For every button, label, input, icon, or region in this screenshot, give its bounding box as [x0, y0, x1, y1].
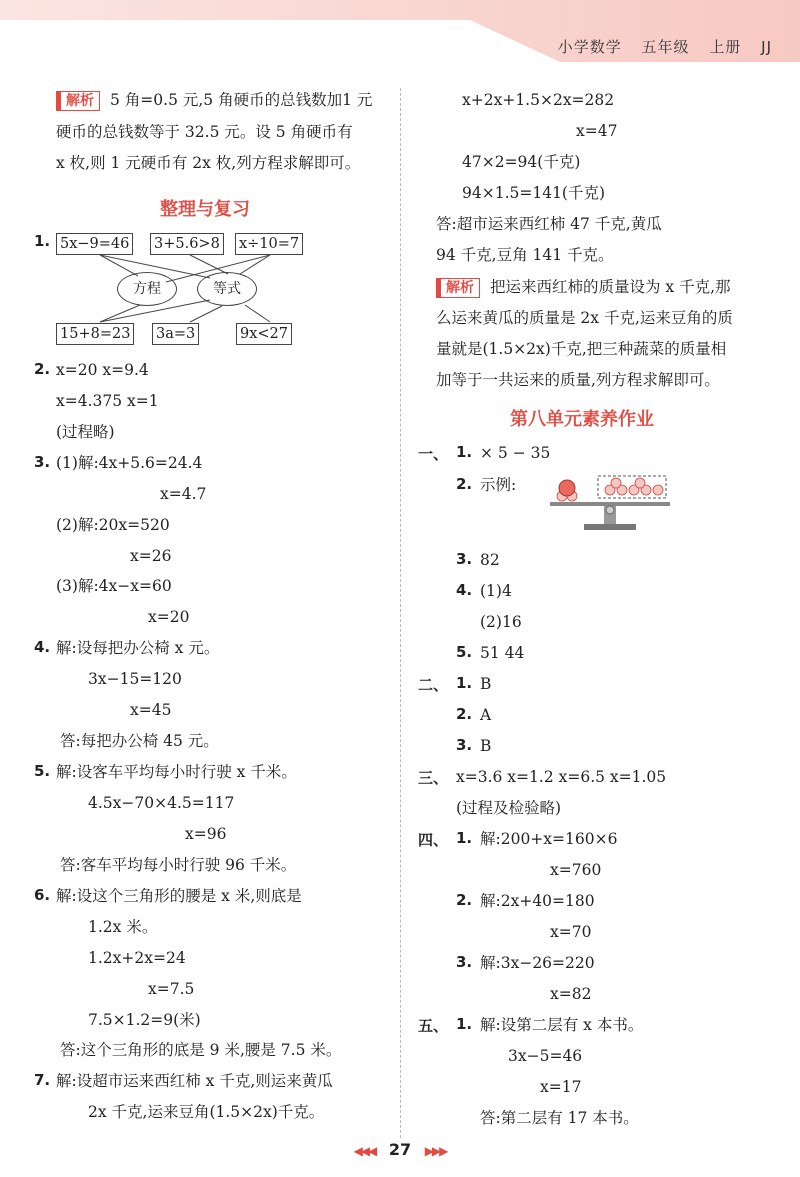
- answer-line: 答:每把办公椅 45 元。: [60, 732, 219, 750]
- answer-line: 示例:: [480, 476, 517, 494]
- header-edition: JJ: [761, 38, 772, 56]
- answer-line: 解:设第二层有 x 本书。: [480, 1016, 644, 1034]
- section-title: 整理与复习: [160, 199, 250, 220]
- question-number: 4.: [456, 581, 473, 599]
- analysis-line: 加等于一共运来的质量,列方程求解即可。: [436, 371, 720, 389]
- answer-line: 82: [480, 551, 500, 569]
- prev-arrows-icon: ◀◀◀: [353, 1144, 376, 1158]
- answer-line: x=20 x=9.4: [56, 361, 149, 379]
- answer-line: x=3.6 x=1.2 x=6.5 x=1.05: [456, 768, 667, 786]
- expression-box: x÷10=7: [235, 233, 303, 255]
- connector: [190, 306, 222, 322]
- answer-line: 解:设超市运来西红柿 x 千克,则运来黄瓜: [56, 1072, 333, 1090]
- analysis-tag: 解析: [436, 278, 480, 298]
- question-number: 2.: [456, 705, 473, 723]
- expression-box: 15+8=23: [56, 323, 134, 345]
- answer-line: x=7.5: [148, 980, 195, 998]
- answer-line: 51 44: [480, 644, 525, 662]
- answer-line: x=20: [148, 608, 190, 626]
- question-number: 5.: [34, 762, 51, 780]
- analysis-line: [436, 277, 731, 298]
- question-number: 3.: [456, 953, 473, 971]
- part-label: 三、: [418, 769, 449, 787]
- answer-line: × 5 − 35: [480, 444, 551, 462]
- answer-line: 解:设每把办公椅 x 元。: [56, 639, 220, 657]
- question-number: 1.: [34, 232, 51, 250]
- question-number: 1.: [456, 829, 473, 847]
- question-number: 2.: [456, 475, 473, 493]
- question-number: 3.: [456, 736, 473, 754]
- analysis-tag: 解析: [56, 91, 100, 111]
- question-number: 1.: [456, 443, 473, 461]
- equation-oval: 方程: [117, 272, 177, 306]
- connector: [240, 255, 270, 274]
- next-arrows-icon: ▶▶▶: [424, 1144, 447, 1158]
- answer-line: x=45: [130, 701, 172, 719]
- question-number: 6.: [34, 886, 51, 904]
- balance-scale-illustration: [540, 468, 680, 538]
- expression-box: 5x−9=46: [56, 233, 133, 255]
- header-subject: 小学数学: [557, 38, 622, 56]
- answer-line: 1.2x+2x=24: [88, 949, 186, 967]
- expression-box: 3a=3: [152, 323, 199, 345]
- part-label: 四、: [418, 831, 449, 849]
- answer-line: 解:3x−26=220: [480, 954, 595, 972]
- answer-line: A: [480, 706, 492, 724]
- part-label: 二、: [418, 676, 449, 694]
- part-label: 一、: [418, 445, 449, 463]
- section-title: 第八单元素养作业: [510, 409, 654, 430]
- answer-line: 答:超市运来西红柿 47 千克,黄瓜: [436, 215, 662, 233]
- answer-line: x=4.375 x=1: [56, 392, 159, 410]
- connector: [100, 255, 138, 276]
- answer-line: (2)解:20x=520: [56, 516, 170, 534]
- answer-line: 解:设客车平均每小时行驶 x 千米。: [56, 763, 297, 781]
- answer-line: x=70: [550, 923, 592, 941]
- analysis-line: x 枚,则 1 元硬币有 2x 枚,列方程求解即可。: [56, 154, 361, 172]
- answer-line: 94 千克,豆角 141 千克。: [436, 246, 614, 264]
- answer-line: 答:客车平均每小时行驶 96 千米。: [60, 856, 297, 874]
- answer-line: 3x−15=120: [88, 670, 182, 688]
- answer-line: 解:2x+40=180: [480, 892, 595, 910]
- answer-line: x=26: [130, 547, 172, 565]
- answer-line: B: [480, 737, 492, 755]
- answer-line: B: [480, 675, 492, 693]
- page-number: 27: [388, 1140, 412, 1159]
- connector: [100, 305, 140, 322]
- answer-line: x=96: [185, 825, 227, 843]
- answer-line: x=17: [540, 1078, 582, 1096]
- answer-line: x=4.7: [160, 485, 207, 503]
- part-label: 五、: [418, 1017, 449, 1035]
- page-footer: [0, 1140, 800, 1159]
- answer-line: x=760: [550, 861, 602, 879]
- analysis-line: 硬币的总钱数等于 32.5 元。设 5 角硬币有: [56, 123, 353, 141]
- answer-line: 2x 千克,运来豆角(1.5×2x)千克。: [88, 1103, 325, 1121]
- question-number: 4.: [34, 638, 51, 656]
- question-number: 2.: [34, 360, 51, 378]
- answer-line: 7.5×1.2=9(米): [88, 1011, 201, 1029]
- answer-line: 答:第二层有 17 本书。: [480, 1109, 639, 1127]
- answer-line: 3x−5=46: [508, 1047, 583, 1065]
- answer-line: x=47: [576, 122, 618, 140]
- answer-line: 答:这个三角形的底是 9 米,腰是 7.5 米。: [60, 1041, 342, 1059]
- question-number: 3.: [34, 453, 51, 471]
- question-number: 1.: [456, 1015, 473, 1033]
- answer-line: (2)16: [480, 613, 522, 631]
- column-divider: [400, 88, 401, 1138]
- analysis-text: 把运来西红柿的质量设为 x 千克,那: [490, 278, 731, 296]
- answer-line: 解:设这个三角形的腰是 x 米,则底是: [56, 887, 302, 905]
- answer-line: (过程略): [56, 423, 115, 441]
- equality-oval: 等式: [197, 272, 257, 306]
- connector: [245, 305, 270, 322]
- question-number: 3.: [456, 550, 473, 568]
- question-number: 1.: [456, 674, 473, 692]
- question-number: 7.: [34, 1071, 51, 1089]
- connection-lines: [0, 0, 400, 360]
- answer-line: 47×2=94(千克): [462, 153, 581, 171]
- header-volume: 上册: [709, 38, 742, 56]
- page-header: [544, 36, 772, 57]
- analysis-line: 么运来黄瓜的质量是 2x 千克,运来豆角的质: [436, 309, 733, 327]
- answer-line: x+2x+1.5×2x=282: [462, 91, 615, 109]
- analysis-text: 5 角=0.5 元,5 角硬币的总钱数加1 元: [110, 91, 373, 109]
- answer-line: 4.5x−70×4.5=117: [88, 794, 235, 812]
- answer-line: (1)解:4x+5.6=24.4: [56, 454, 203, 472]
- answer-line: 解:200+x=160×6: [480, 830, 618, 848]
- expression-box: 9x<27: [236, 323, 292, 345]
- answer-line: (3)解:4x−x=60: [56, 577, 172, 595]
- answer-line: x=82: [550, 985, 592, 1003]
- analysis-line: 量就是(1.5×2x)千克,把三种蔬菜的质量相: [436, 340, 727, 358]
- question-number: 2.: [456, 891, 473, 909]
- header-grade: 五年级: [641, 38, 690, 56]
- answer-line: 94×1.5=141(千克): [462, 184, 606, 202]
- answer-line: (过程及检验略): [456, 799, 562, 817]
- answer-line: (1)4: [480, 582, 512, 600]
- expression-box: 3+5.6>8: [150, 233, 224, 255]
- question-number: 5.: [456, 643, 473, 661]
- answer-line: 1.2x 米。: [88, 918, 158, 936]
